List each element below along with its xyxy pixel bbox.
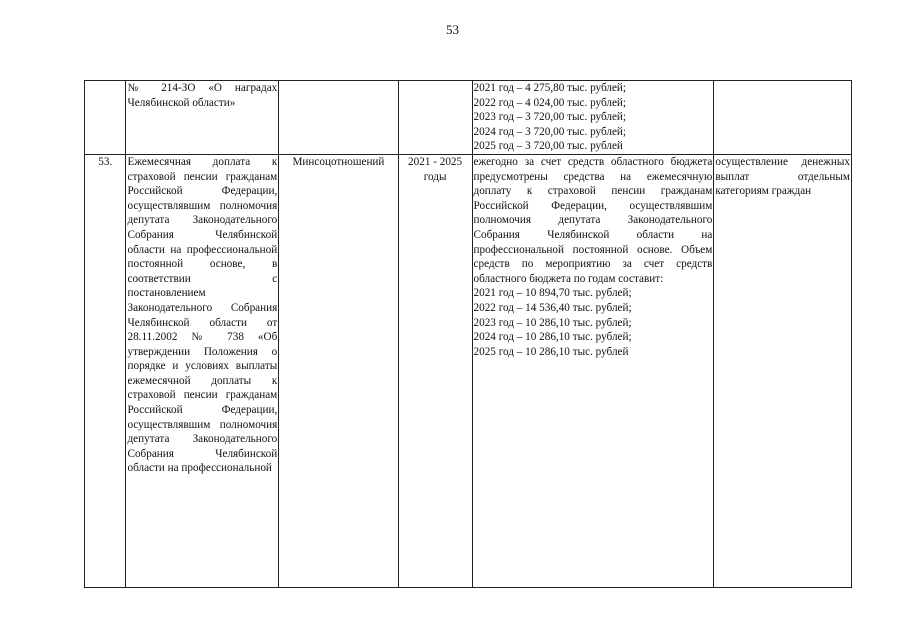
table-row <box>85 154 852 587</box>
measures-table <box>84 80 852 588</box>
funding-intro: ежегодно за счет средств областного бюджета предусмотрены средства на ежемесячную доплату к страховой пенсии гражданам Российской Федерации, осуществлявшим полномочия депутата Законодательного Собрания Челябинской области на профессиональной постоянной основе. Объем средств по мероприятию за счет средств областного бюджета по годам составит: <box>473 155 713 285</box>
cell-result: осуществление денежных выплат отдельным категориям граждан <box>714 154 852 587</box>
table-row <box>85 81 852 155</box>
funding-year-line: 2023 год – 10 286,10 тыс. рублей; <box>473 316 632 329</box>
funding-year-line: 2024 год – 10 286,10 тыс. рублей; <box>473 331 632 344</box>
cell-period <box>398 81 472 155</box>
cell-description: Ежемесячная доплата к страховой пенсии гражданам Российской Федерации, осуществлявшим полномочия депутата Законодательного Собрания Челябинской области на профессиональной постоянной основе, в соответствии с постановлением Законодательного Собрания Челябинской области от 28.11.2002 № 738 «Об утверждении Положения о порядке и условиях выплаты ежемесячной доплаты к страховой пенсии гражданам Российской Федерации, осуществлявшим полномочия депутата Законодательного Собрания Челябинской области на профессиональной <box>126 154 279 587</box>
funding-year-line: 2025 год – 10 286,10 тыс. рублей <box>473 345 629 358</box>
cell-period: 2021 - 2025 годы <box>398 154 472 587</box>
funding-year-line: 2022 год – 4 024,00 тыс. рублей; <box>473 96 627 109</box>
cell-executor <box>279 81 398 155</box>
funding-year-line: 2023 год – 3 720,00 тыс. рублей; <box>473 111 627 124</box>
cell-description: № 214-ЗО «О наградах Челябинской области» <box>126 81 279 155</box>
cell-number <box>85 81 126 155</box>
page-number: 53 <box>446 22 459 37</box>
cell-number: 53. <box>85 154 126 587</box>
cell-executor: Минсоцотношений <box>279 154 398 587</box>
funding-year-line: 2021 год – 4 275,80 тыс. рублей; <box>473 82 627 94</box>
funding-year-line: 2024 год – 3 720,00 тыс. рублей; <box>473 125 627 138</box>
funding-year-line: 2022 год – 14 536,40 тыс. рублей; <box>473 301 632 314</box>
funding-year-line: 2021 год – 10 894,70 тыс. рублей; <box>473 287 632 300</box>
cell-result <box>714 81 852 155</box>
cell-funding <box>472 154 714 587</box>
funding-year-line: 2025 год – 3 720,00 тыс. рублей <box>473 140 623 153</box>
cell-funding <box>472 81 714 155</box>
